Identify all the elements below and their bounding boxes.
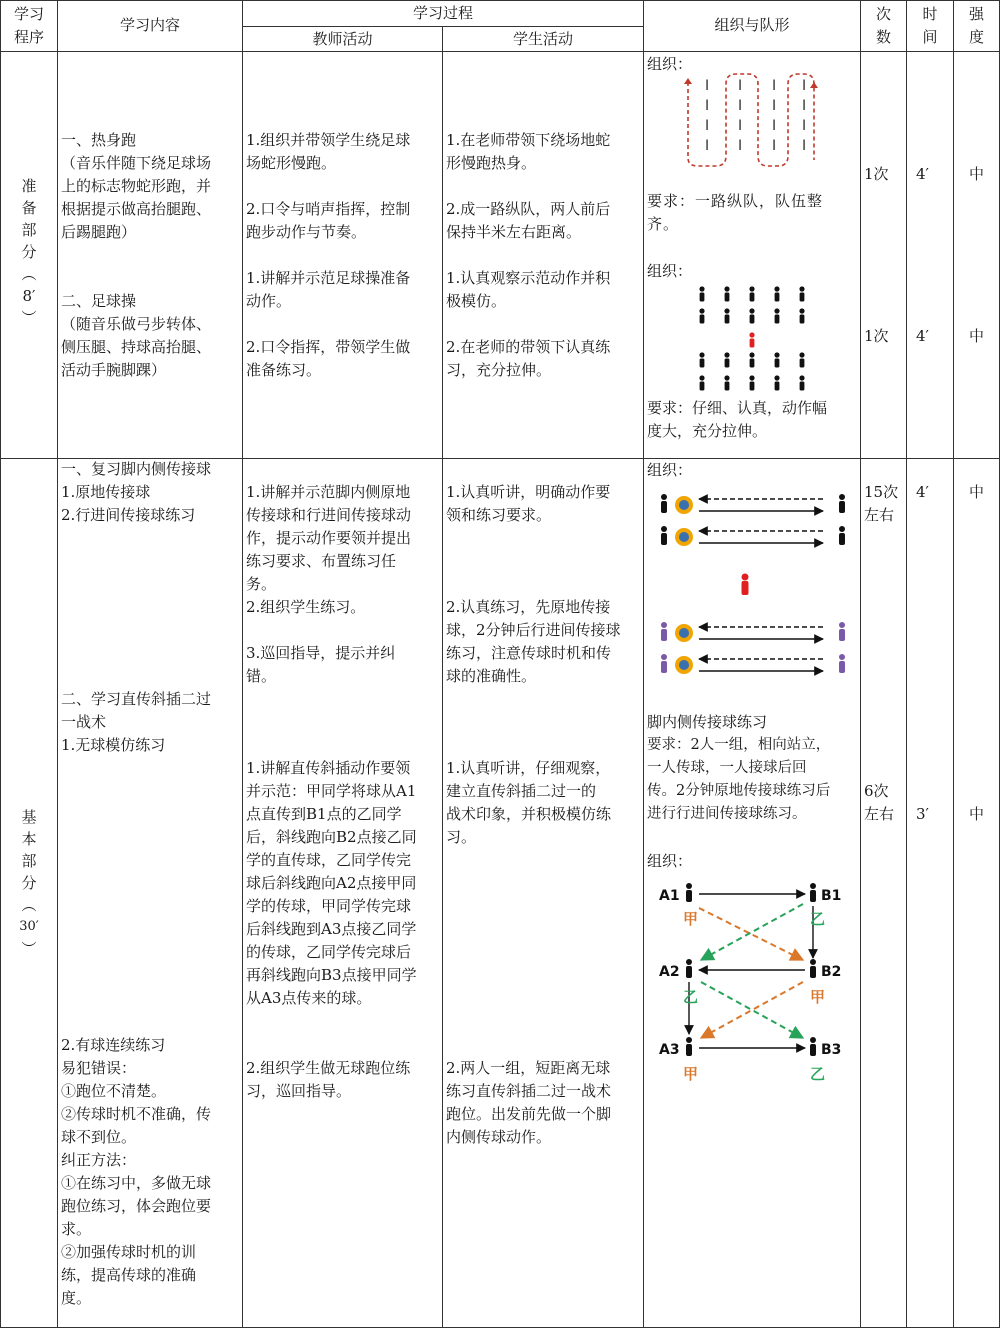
svg-text:I: I xyxy=(738,118,743,134)
svg-text:I: I xyxy=(802,78,807,94)
svg-text:I: I xyxy=(772,78,777,94)
header-intensity-1: 强 xyxy=(968,5,984,23)
student-icon xyxy=(774,308,779,323)
header-process: 学习过程 xyxy=(412,4,473,22)
prep-content: 一、热身跑 （音乐伴随下绕足球场 上的标志物蛇形跑，并 根据提示做高抬腿跑、 后踢腿跑） 二、足球操 （随音乐做弓步转体、 侧压腿、持球高抬腿、 活动手腕脚踝） xyxy=(61,131,212,379)
label-b2: B2 xyxy=(821,964,842,980)
leader-icon xyxy=(749,332,754,347)
prep-teacher-1: 1.组织并带领学生绕足球 场蛇形慢跑。 xyxy=(246,131,411,172)
label-b3: B3 xyxy=(821,1042,842,1058)
exercise-formation-diagram xyxy=(690,285,815,397)
header-times-1: 次 xyxy=(875,5,891,23)
student-icon xyxy=(799,286,804,301)
prep-times-1: 1次 xyxy=(864,165,889,183)
student-icon xyxy=(799,375,804,390)
basic-student-1: 1.认真听讲，明确动作要 领和练习要求。 xyxy=(446,483,611,524)
basic-teacher-1: 1.讲解并示范脚内侧原地 传接球和行进间传接球动 作，提示动作要领并提出 练习要求、布置练习任 务。 2.组织学生练习。 3.巡回指导，提示并纠 错。 xyxy=(246,483,412,685)
student-icon xyxy=(724,352,729,367)
svg-text:I: I xyxy=(802,118,807,134)
player-icon xyxy=(661,526,667,545)
pair-row-4 xyxy=(661,654,845,674)
header-intensity-2: 度 xyxy=(968,28,984,46)
svg-text:I: I xyxy=(705,118,710,134)
header-org: 组织与队形 xyxy=(714,16,790,34)
passing-drill-diagram xyxy=(655,485,855,685)
student-icon xyxy=(749,308,754,323)
basic-duration-1: 4′ xyxy=(916,483,929,501)
svg-text:I: I xyxy=(738,138,743,154)
student-icon xyxy=(774,286,779,301)
prep-teacher-2: 2.口令与哨声指挥，控制 跑步动作与节奏。 xyxy=(246,200,411,241)
svg-text:I: I xyxy=(772,138,777,154)
svg-text:I: I xyxy=(802,138,807,154)
basic-org2-label: 组织： xyxy=(647,852,693,870)
svg-text:I: I xyxy=(772,98,777,114)
header-program-1: 学习 xyxy=(13,5,44,23)
prep-teacher-4: 2.口令指挥，带领学生做 准备练习。 xyxy=(246,338,411,379)
pair-row-2 xyxy=(661,526,845,546)
student-icon xyxy=(699,308,704,323)
label-yi: 乙 xyxy=(810,1065,826,1083)
prep-intensity-2: 中 xyxy=(968,327,984,345)
basic-intensity-2: 中 xyxy=(968,805,984,823)
prep-teacher-3: 1.讲解并示范足球操准备 动作。 xyxy=(246,269,411,310)
basic-org1-req: 要求：2人一组，相向站立， 一人传球，一人接球后回 传。2分钟原地传接球练习后 进行行进间传接球练习。 xyxy=(647,737,831,822)
teacher-icon xyxy=(742,574,749,596)
basic-org1-caption: 脚内侧传接球练习 xyxy=(647,713,768,731)
basic-section-label: 基 本 部 分 ︵ 30′ ︶ xyxy=(19,808,39,958)
student-icon xyxy=(774,352,779,367)
basic-content-2: 二、学习直传斜插二过 一战术 1.无球模仿练习 xyxy=(61,690,212,754)
student-icon xyxy=(799,308,804,323)
student-icon xyxy=(799,352,804,367)
basic-content-3: 2.有球连续练习 易犯错误： ①跑位不清楚。 ②传球时机不准确，传 球不到位。 纠正方法： ①在练习中，多做无球 跑位练习，体会跑位要 求。 ②加强传球时机的训 练，提高传球的准确 度。 xyxy=(61,1036,212,1307)
basic-teacher-3: 2.组织学生做无球跑位练 习，巡回指导。 xyxy=(246,1059,411,1100)
pair-row-1 xyxy=(661,494,845,514)
prep-duration-1: 4′ xyxy=(916,165,929,183)
prep-student-3: 1.认真观察示范动作并积 极模仿。 xyxy=(446,269,611,310)
arrow-head-icon xyxy=(684,78,692,84)
prep-student-1: 1.在老师带领下绕场地蛇 形慢跑热身。 xyxy=(446,131,611,172)
player-icon xyxy=(839,526,845,545)
basic-teacher-2: 1.讲解直传斜插动作要领 并示范：甲同学将球从A1 点直传到B1点的乙同学 后，斜线跑向B2点接乙同 学的直传球，乙同学传完 球后斜线跑向A2点接甲同 学的传球，甲同学传完球 后斜线跑到A3点接乙同学 的传球，乙同学传完球后 再斜线跑向B3点接甲同学 从A3点传来的球。 xyxy=(246,759,417,1007)
basic-times-1: 15次 左右 xyxy=(864,483,899,524)
student-icon xyxy=(699,286,704,301)
svg-text:I: I xyxy=(705,98,710,114)
header-times-2: 数 xyxy=(875,28,891,46)
student-icon xyxy=(749,352,754,367)
prep-duration-2: 4′ xyxy=(916,327,929,345)
svg-text:I: I xyxy=(738,98,743,114)
header-duration-2: 间 xyxy=(922,28,938,46)
give-and-go-diagram xyxy=(655,878,845,1088)
svg-text:I: I xyxy=(705,78,710,94)
arrow-head-icon xyxy=(810,82,818,88)
label-yi: 乙 xyxy=(810,910,826,928)
basic-student-2: 2.认真练习，先原地传接 球，2分钟后行进间传接球 练习，注意传球时机和传 球的准确性。 xyxy=(446,598,621,685)
prep-org2-req: 要求：仔细、认真，动作幅 度大，充分拉伸。 xyxy=(647,399,828,440)
header-duration-1: 时 xyxy=(922,5,938,23)
svg-text:I: I xyxy=(802,98,807,114)
label-b1: B1 xyxy=(821,888,842,904)
prep-section-label: 准 备 部 分 ︵ 8′ ︶ xyxy=(21,177,37,327)
player-icon xyxy=(839,622,845,641)
player-markers xyxy=(705,78,806,154)
svg-text:I: I xyxy=(738,78,743,94)
basic-org1-label: 组织： xyxy=(647,461,693,479)
player-icon xyxy=(661,622,667,641)
student-icon xyxy=(749,286,754,301)
header-content: 学习内容 xyxy=(119,16,180,34)
basic-intensity-1: 中 xyxy=(968,483,984,501)
basic-content-1: 一、复习脚内侧传接球 1.原地传接球 2.行进间传接球练习 xyxy=(61,460,212,524)
prep-times-2: 1次 xyxy=(864,327,889,345)
player-icon xyxy=(839,654,845,673)
label-jia: 甲 xyxy=(683,910,699,928)
label-jia: 甲 xyxy=(810,988,826,1006)
basic-student-3: 1.认真听讲，仔细观察， 建立直传斜插二过一的 战术印象，并积极模仿练 习。 xyxy=(446,759,612,846)
label-a1: A1 xyxy=(659,888,680,904)
header-student: 学生活动 xyxy=(512,30,573,48)
prep-org1-label: 组织： xyxy=(647,55,693,73)
label-a2: A2 xyxy=(659,964,680,980)
basic-student-4: 2.两人一组，短距离无球 练习直传斜插二过一战术 跑位。出发前先做一个脚 内侧传球动作。 xyxy=(446,1059,612,1146)
student-icon xyxy=(699,375,704,390)
header-teacher: 教师活动 xyxy=(312,30,373,48)
student-icon xyxy=(724,308,729,323)
basic-duration-2: 3′ xyxy=(916,805,929,823)
serpentine-run-diagram xyxy=(680,70,830,170)
student-icon xyxy=(699,352,704,367)
student-icon xyxy=(774,375,779,390)
label-a3: A3 xyxy=(659,1042,680,1058)
student-icon xyxy=(724,286,729,301)
player-icon xyxy=(661,494,667,513)
player-icon xyxy=(839,494,845,513)
student-icon xyxy=(749,375,754,390)
label-jia: 甲 xyxy=(683,1065,699,1083)
svg-text:I: I xyxy=(772,118,777,134)
player-icon xyxy=(661,654,667,673)
prep-org1-req: 要求：一路纵队，队伍整 齐。 xyxy=(647,192,824,233)
pair-row-3 xyxy=(661,622,845,642)
prep-intensity-1: 中 xyxy=(968,165,984,183)
prep-student-2: 2.成一路纵队，两人前后 保持半米左右距离。 xyxy=(446,200,611,241)
svg-text:I: I xyxy=(705,138,710,154)
student-icon xyxy=(724,375,729,390)
header-program-2: 程序 xyxy=(13,28,44,46)
label-yi: 乙 xyxy=(683,988,699,1006)
prep-student-4: 2.在老师的带领下认真练 习，充分拉伸。 xyxy=(446,338,611,379)
basic-times-2: 6次 左右 xyxy=(864,782,895,823)
prep-org2-label: 组织： xyxy=(647,262,693,280)
